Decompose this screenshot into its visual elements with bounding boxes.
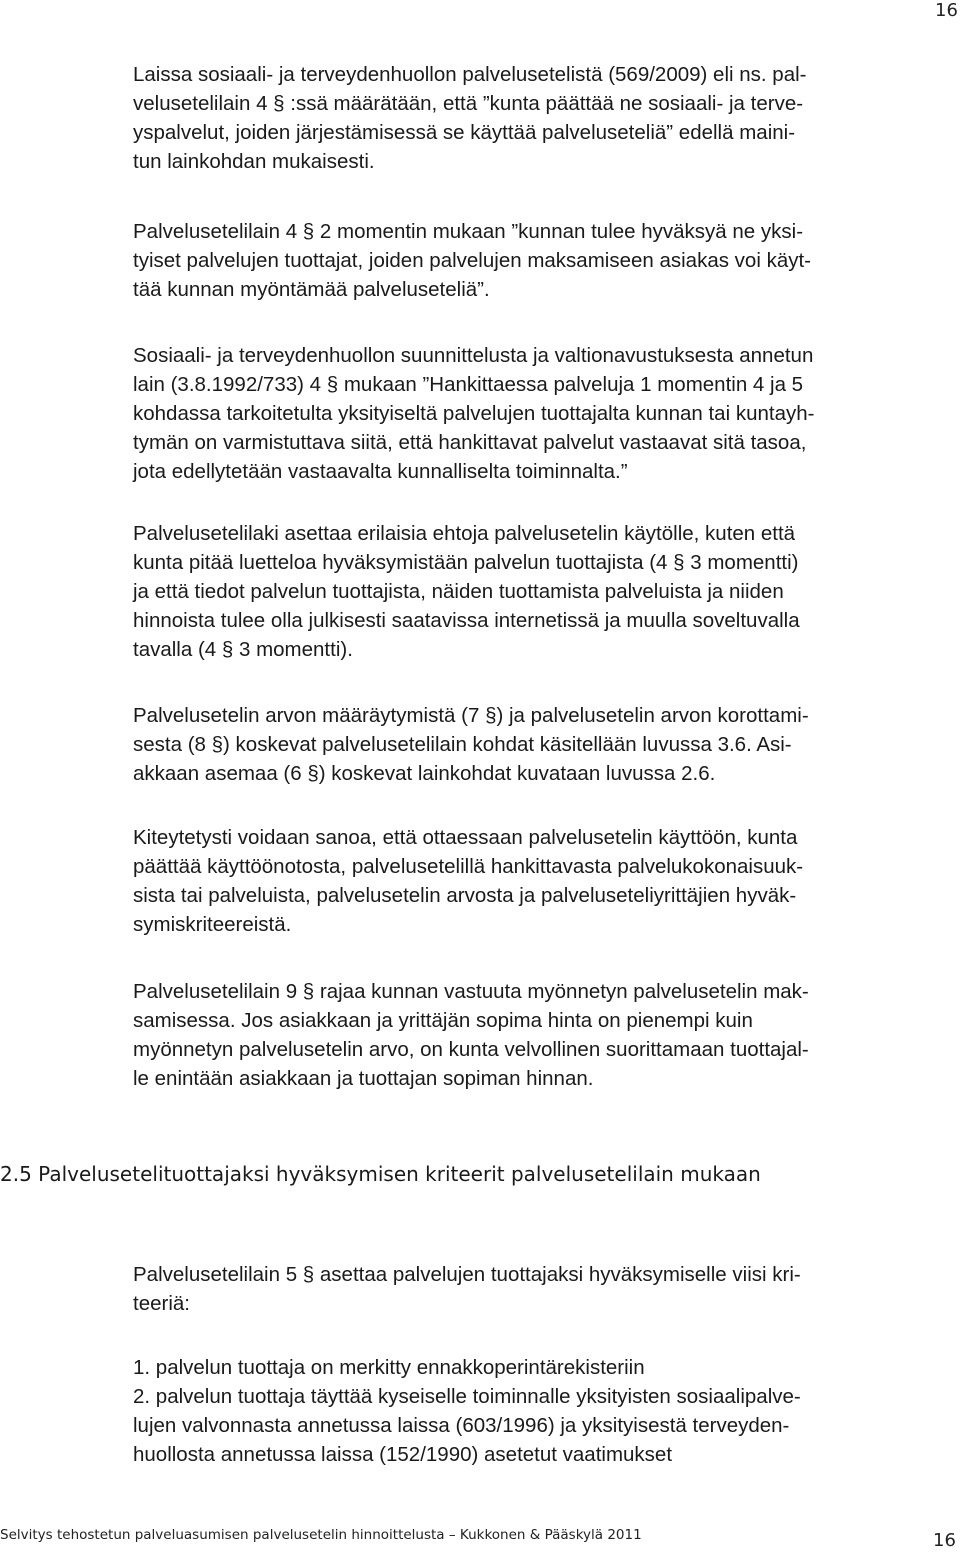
- text-line: symiskriteereistä.: [133, 913, 292, 936]
- text-line: lujen valvonnasta annetussa laissa (603/1996) ja yksityisestä terveyden-: [133, 1414, 790, 1437]
- list-item: 2. palvelun tuottaja täyttää kyseiselle toiminnalle yksityisten sosiaalipalve-: [133, 1385, 801, 1408]
- paragraph-6: [133, 823, 953, 939]
- text-line: tyiset palvelujen tuottajat, joiden palvelujen maksamiseen asiakas voi käyt-: [133, 249, 812, 272]
- text-line: velusetelilain 4 § :ssä määrätään, että ”kunta päättää ne sosiaali- ja terve-: [133, 92, 804, 115]
- paragraph-3: [133, 341, 953, 486]
- text-line: kunta pitää luetteloa hyväksymistään palvelun tuottajista (4 § 3 momentti): [133, 551, 799, 574]
- paragraph-2: [133, 217, 953, 304]
- text-line: tun lainkohdan mukaisesti.: [133, 150, 375, 173]
- text-line: le enintään asiakkaan ja tuottajan sopiman hinnan.: [133, 1067, 594, 1090]
- text-line: teeriä:: [133, 1292, 190, 1315]
- page-number-top: 16: [935, 0, 958, 21]
- text-line: Kiteytetysti voidaan sanoa, että ottaessaan palvelusetelin käyttöön, kunta: [133, 826, 798, 849]
- text-line: Sosiaali- ja terveydenhuollon suunnittelusta ja valtionavustuksesta annetun: [133, 344, 814, 367]
- text-line: Palvelusetelilain 9 § rajaa kunnan vastuuta myönnetyn palvelusetelin mak-: [133, 980, 809, 1003]
- text-line: Palvelusetelilain 5 § asettaa palvelujen tuottajaksi hyväksymiselle viisi kri-: [133, 1263, 801, 1286]
- section-heading: 2.5 Palvelusetelituottajaksi hyväksymisen kriteerit palvelusetelilain mukaan: [0, 1162, 761, 1186]
- text-line: huollosta annetussa laissa (152/1990) asetetut vaatimukset: [133, 1443, 673, 1466]
- footer-page-number: 16: [933, 1530, 956, 1551]
- text-line: kohdassa tarkoitetulta yksityiseltä palvelujen tuottajalta kunnan tai kuntayh-: [133, 402, 815, 425]
- footer-text: Selvitys tehostetun palveluasumisen palvelusetelin hinnoittelusta – Kukkonen & Pääskylä 2011: [0, 1527, 642, 1543]
- text-line: hinnoista tulee olla julkisesti saatavissa internetissä ja muulla soveltuvalla: [133, 609, 800, 632]
- text-line: myönnetyn palvelusetelin arvo, on kunta velvollinen suorittamaan tuottajal-: [133, 1038, 809, 1061]
- text-line: sista tai palveluista, palvelusetelin arvosta ja palveluseteliyrittäjien hyväk-: [133, 884, 797, 907]
- paragraph-7: [133, 977, 953, 1093]
- text-line: Laissa sosiaali- ja terveydenhuollon palvelusetelistä (569/2009) eli ns. pal-: [133, 63, 807, 86]
- text-line: ja että tiedot palvelun tuottajista, näiden tuottamista palveluista ja niiden: [133, 580, 784, 603]
- text-line: Palvelusetelin arvon määräytymistä (7 §) ja palvelusetelin arvon korottami-: [133, 704, 809, 727]
- text-line: yspalvelut, joiden järjestämisessä se käyttää palveluseteliä” edellä maini-: [133, 121, 796, 144]
- text-line: tää kunnan myöntämää palveluseteliä”.: [133, 278, 490, 301]
- text-line: tavalla (4 § 3 momentti).: [133, 638, 353, 661]
- text-line: päättää käyttöönotosta, palvelusetelillä hankittavasta palvelukokonaisuuk-: [133, 855, 804, 878]
- paragraph-4: [133, 519, 953, 664]
- text-line: Palvelusetelilaki asettaa erilaisia ehtoja palvelusetelin käytölle, kuten että: [133, 522, 796, 545]
- text-line: samisessa. Jos asiakkaan ja yrittäjän sopima hinta on pienempi kuin: [133, 1009, 753, 1032]
- text-line: sesta (8 §) koskevat palvelusetelilain kohdat käsitellään luvussa 3.6. Asi-: [133, 733, 792, 756]
- paragraph-1: [133, 60, 953, 176]
- list-item: 1. palvelun tuottaja on merkitty ennakkoperintärekisteriin: [133, 1356, 645, 1379]
- text-line: akkaan asemaa (6 §) koskevat lainkohdat kuvataan luvussa 2.6.: [133, 762, 716, 785]
- paragraph-5: [133, 701, 953, 788]
- text-line: tymän on varmistuttava siitä, että hankittavat palvelut vastaavat sitä tasoa,: [133, 431, 807, 454]
- section-paragraph-1: [133, 1260, 953, 1318]
- text-line: Palvelusetelilain 4 § 2 momentin mukaan ”kunnan tulee hyväksyä ne yksi-: [133, 220, 804, 243]
- text-line: jota edellytetään vastaavalta kunnalliselta toiminnalta.”: [133, 460, 628, 483]
- criteria-list: [133, 1353, 953, 1469]
- text-line: lain (3.8.1992/733) 4 § mukaan ”Hankittaessa palveluja 1 momentin 4 ja 5: [133, 373, 804, 396]
